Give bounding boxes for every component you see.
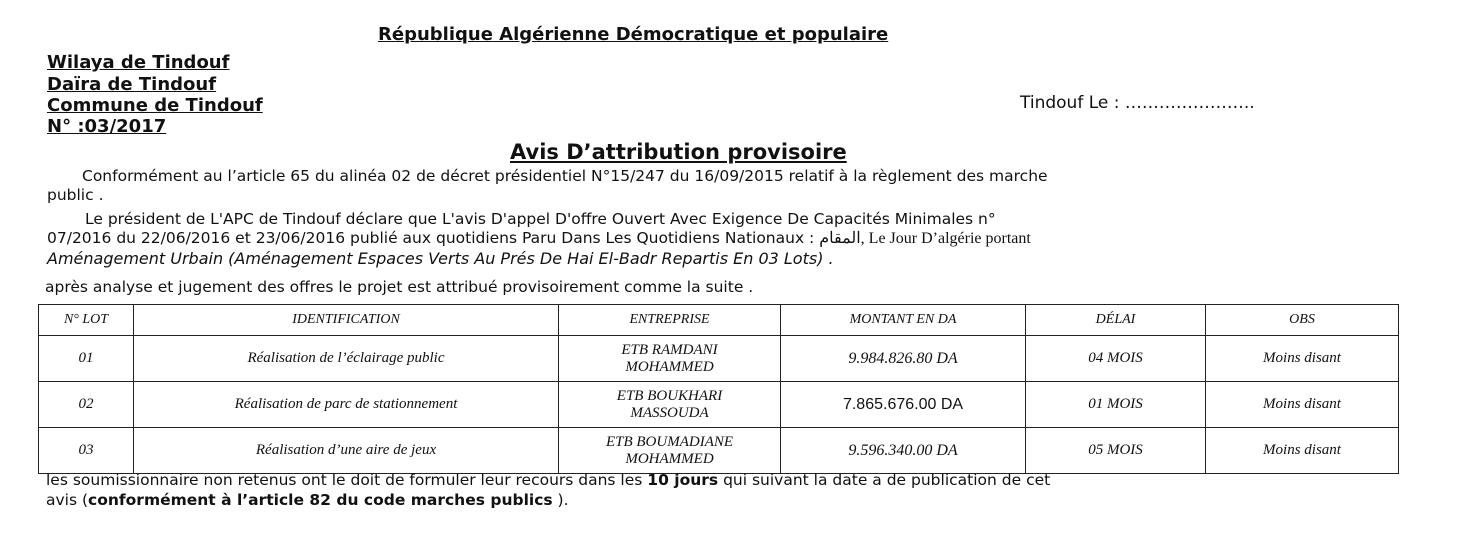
footer-line-2 <box>46 491 569 510</box>
identification-cell: Réalisation de l’éclairage public <box>134 336 559 382</box>
footer-deadline: 10 jours <box>647 471 719 489</box>
paragraph-1-line-2: public . <box>47 186 104 204</box>
footer-line-2-text-b: ). <box>552 491 569 509</box>
paragraph-1-line-1: Conformément au l’article 65 du alinéa 02 de décret présidentiel N°15/247 du 16/09/2015 relatif à la règlement des marche <box>82 167 1048 185</box>
lot-cell: 03 <box>39 428 134 474</box>
newspaper-names: المقام, Le Jour D’algérie portant <box>819 230 1031 247</box>
table-row <box>39 336 1399 382</box>
daira-label: Daïra de Tindouf <box>47 74 217 95</box>
column-header-lot: N° LOT <box>39 305 134 336</box>
column-header-montant: MONTANT EN DA <box>781 305 1026 336</box>
column-header-identification: IDENTIFICATION <box>134 305 559 336</box>
montant-cell: 9.596.340.00 DA <box>781 428 1026 474</box>
entreprise-name-line-2: MOHAMMED <box>625 358 714 375</box>
column-header-entreprise: ENTREPRISE <box>559 305 781 336</box>
lot-cell: 01 <box>39 336 134 382</box>
table-row <box>39 428 1399 474</box>
identification-cell: Réalisation de parc de stationnement <box>134 382 559 428</box>
column-header-obs: OBS <box>1206 305 1399 336</box>
obs-cell: Moins disant <box>1206 382 1399 428</box>
obs-cell: Moins disant <box>1206 428 1399 474</box>
footer-line-1 <box>46 471 1050 490</box>
republic-heading: République Algérienne Démocratique et populaire <box>378 24 889 45</box>
project-description: Aménagement Urbain (Aménagement Espaces Verts Au Prés De Hai El-Badr Repartis En 03 Lots) . <box>47 249 834 268</box>
montant-cell: 9.984.826.80 DA <box>781 336 1026 382</box>
page-title: Avis D’attribution provisoire <box>510 140 847 164</box>
identification-cell: Réalisation d’une aire de jeux <box>134 428 559 474</box>
entreprise-name-line-2: MASSOUDA <box>630 404 709 421</box>
montant-cell: 7.865.676.00 DA <box>781 382 1026 428</box>
entreprise-name-line-1: ETB BOUMADIANE <box>605 433 734 450</box>
footer-line-1-text-a: les soumissionnaire non retenus ont le doit de formuler leur recours dans les <box>46 471 643 489</box>
column-header-delai: DÉLAI <box>1026 305 1206 336</box>
entreprise-name-line-2: MOHAMMED <box>625 450 714 467</box>
delai-cell: 04 MOIS <box>1026 336 1206 382</box>
delai-cell: 05 MOIS <box>1026 428 1206 474</box>
table-row <box>39 382 1399 428</box>
obs-cell: Moins disant <box>1206 336 1399 382</box>
entreprise-name-line-1: ETB BOUKHARI <box>616 387 723 404</box>
date-field: Tindouf Le : ………………….. <box>1020 93 1255 113</box>
attribution-sentence: après analyse et jugement des offres le projet est attribué provisoirement comme la suite . <box>45 278 754 296</box>
entreprise-cell <box>559 336 781 382</box>
entreprise-name-line-1: ETB RAMDANI <box>621 341 718 358</box>
paragraph-2-line-1: Le président de L'APC de Tindouf déclare que L'avis D'appel D'offre Ouvert Avec Exigence De Capacités Minimales n° <box>85 210 996 228</box>
lot-cell: 02 <box>39 382 134 428</box>
attribution-table <box>38 304 1398 474</box>
entreprise-cell <box>559 382 781 428</box>
paragraph-2-line-2 <box>47 229 1031 248</box>
entreprise-cell <box>559 428 781 474</box>
wilaya-label: Wilaya de Tindouf <box>47 52 230 73</box>
footer-legal-reference: conformément à l’article 82 du code marches publics <box>88 491 553 509</box>
document-number: N° :03/2017 <box>47 116 167 137</box>
commune-label: Commune de Tindouf <box>47 95 263 116</box>
footer-line-1-text-b: qui suivant la date a de publication de cet <box>723 471 1051 489</box>
delai-cell: 01 MOIS <box>1026 382 1206 428</box>
table-header-row <box>39 305 1399 336</box>
footer-line-2-text-a: avis ( <box>46 491 89 509</box>
paragraph-2-line-2-text: 07/2016 du 22/06/2016 et 23/06/2016 publié aux quotidiens Paru Dans Les Quotidiens Nationaux : <box>47 229 815 247</box>
